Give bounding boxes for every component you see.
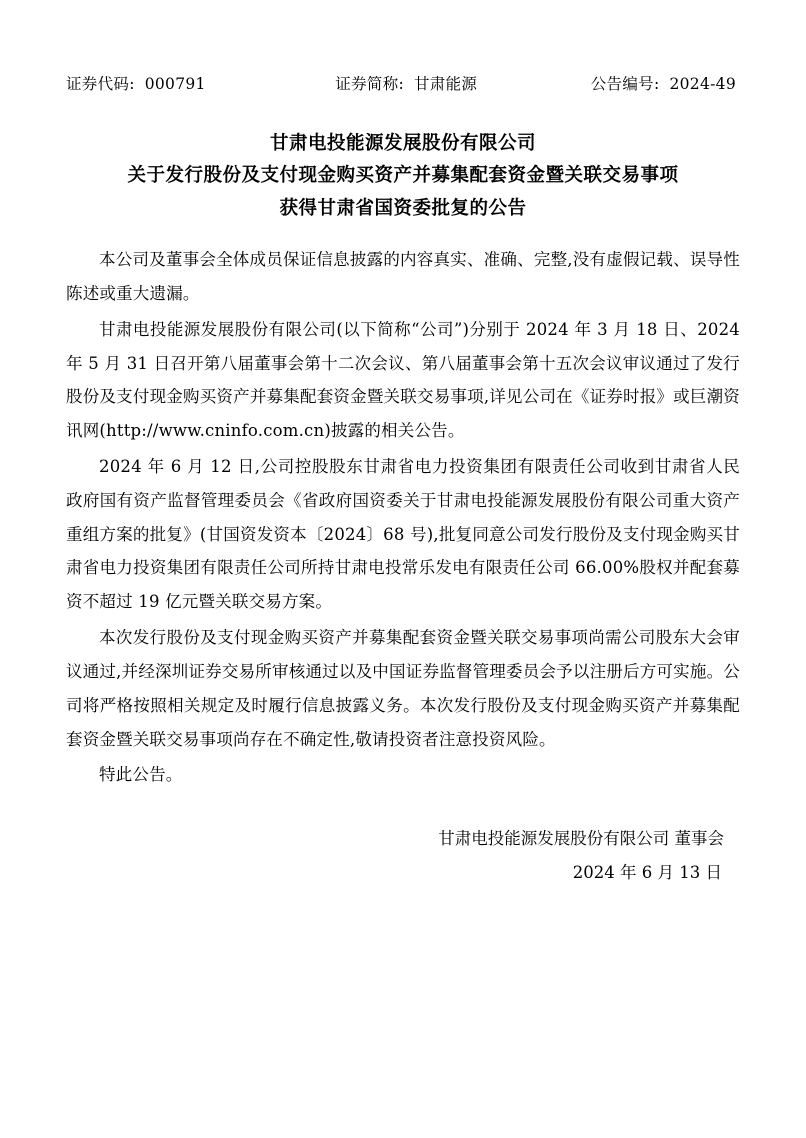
title-line-3: 获得甘肃省国资委批复的公告 <box>279 197 527 219</box>
signature-block <box>66 822 740 890</box>
signature-company: 甘肃电投能源发展股份有限公司 董事会 <box>438 829 724 849</box>
paragraph-closing: 特此公告。 <box>99 765 183 785</box>
paragraph-approval: 2024 年 6 月 12 日,公司控股股东甘肃省电力投资集团有限责任公司收到甘肃省人民政府国有资产监督管理委员会《省政府国资委关于甘肃电投能源发展股份有限公司重大资产重组方案的批复》(甘国资发资本〔2024〕68 号),批复同意公司发行股份及支付现金购买甘肃省电力投资集团有限责任公司所持甘肃电投常乐发电有限责任公司 66.00%股权并配套募资不超过 19 亿元暨关联交易方案。 <box>66 457 740 612</box>
notice-number-value: 2024-49 <box>669 75 736 93</box>
paragraph-risk: 本次发行股份及支付现金购买资产并募集配套资金暨关联交易事项尚需公司股东大会审议通过,并经深圳证券交易所审核通过以及中国证券监督管理委员会予以注册后方可实施。公司将严格按照相关规定及时履行信息披露义务。本次发行股份及支付现金购买资产并募集配套资金暨关联交易事项尚存在不确定性,敬请投资者注意投资风险。 <box>66 628 740 749</box>
security-code-label: 证券代码: <box>66 75 135 93</box>
security-code-value: 000791 <box>144 75 206 93</box>
security-code <box>66 72 206 94</box>
document-header <box>66 72 740 94</box>
notice-number <box>591 72 736 94</box>
title-line-1: 甘肃电投能源发展股份有限公司 <box>269 133 536 154</box>
security-abbreviation-label: 证券简称: <box>335 75 404 93</box>
notice-number-label: 公告编号: <box>590 75 660 93</box>
security-abbreviation-value: 甘肃能源 <box>414 75 478 93</box>
title-line-2: 关于发行股份及支付现金购买资产并募集配套资金暨关联交易事项 <box>127 165 679 187</box>
paragraph-board-meetings: 甘肃电投能源发展股份有限公司(以下简称“公司”)分别于 2024 年 3 月 18 日、2024 年 5 月 31 日召开第八届董事会第十二次会议、第八届董事会第十五次会议审议通过了发行股份及支付现金购买资产并募集配套资金暨关联交易事项,详见公司在《证券时报》或巨潮资讯网(http://www.cninfo.com.cn)披露的相关公告。 <box>66 319 740 441</box>
signature-date: 2024 年 6 月 13 日 <box>572 862 722 882</box>
paragraph-disclaimer: 本公司及董事会全体成员保证信息披露的内容真实、准确、完整,没有虚假记载、误导性陈述或重大遗漏。 <box>66 250 740 303</box>
page-title <box>66 128 740 225</box>
security-abbreviation <box>335 72 477 94</box>
